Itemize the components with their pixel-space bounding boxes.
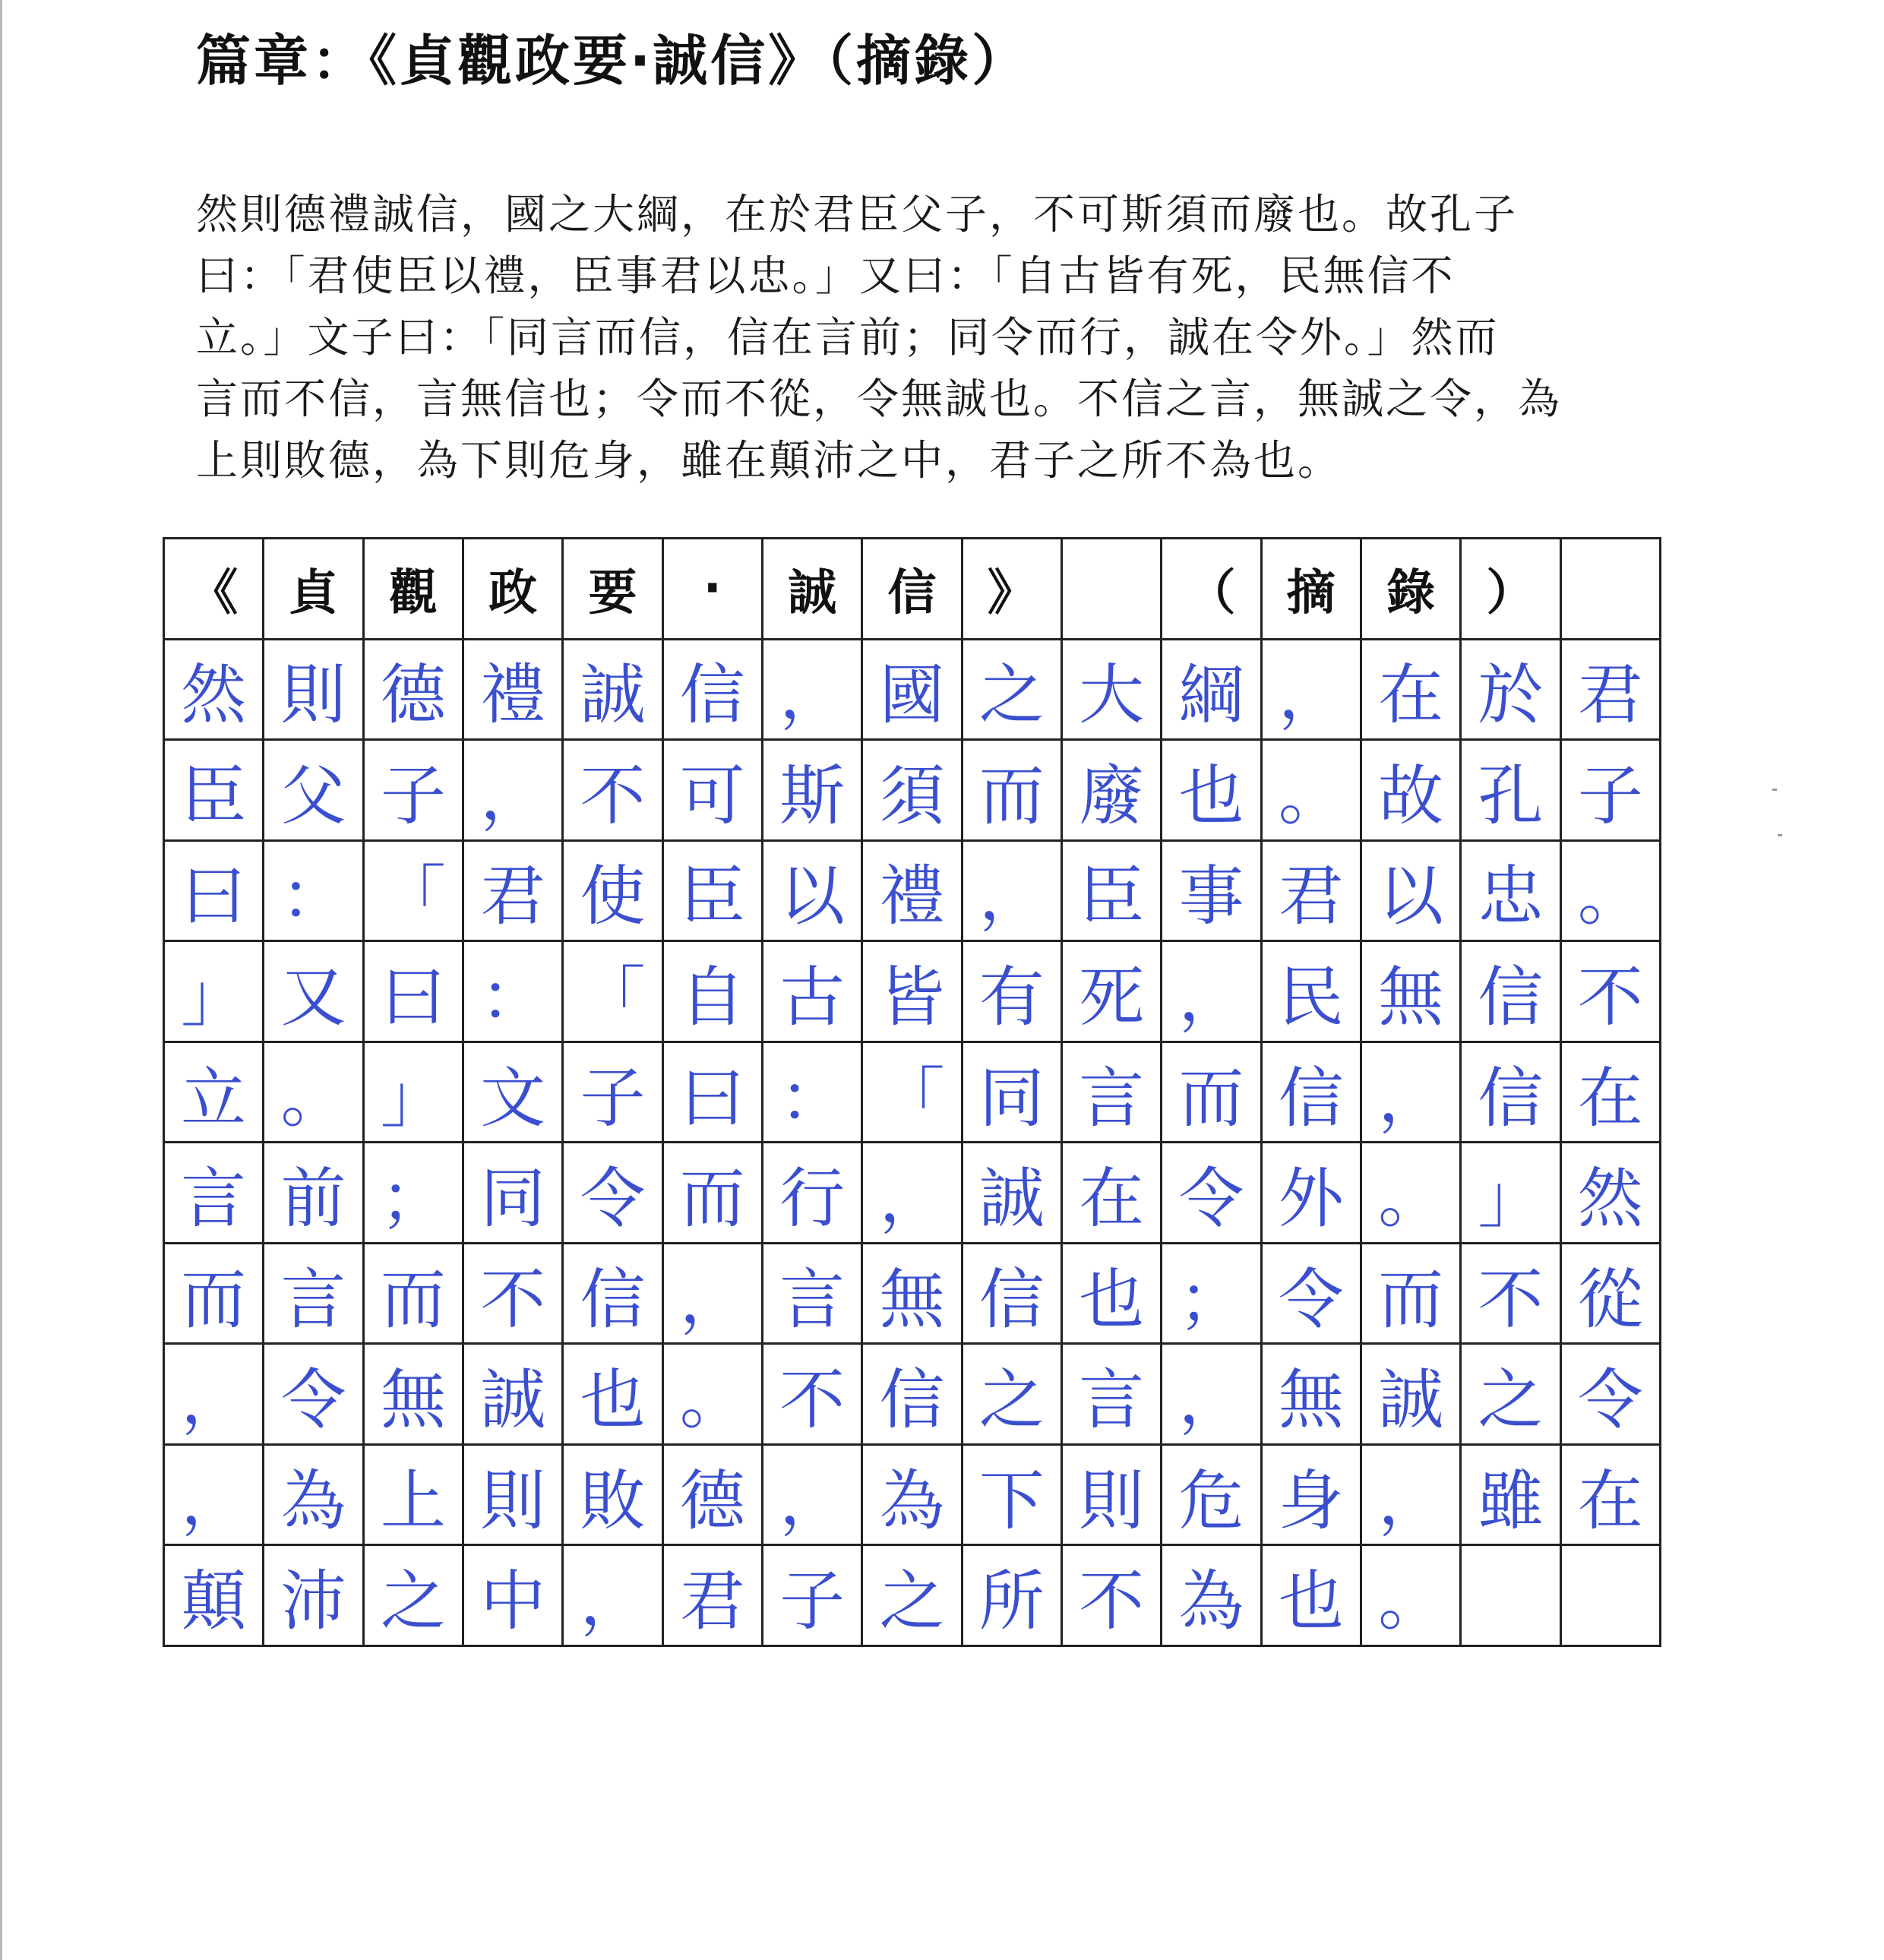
handwritten-cell: 則 <box>264 640 364 741</box>
handwritten-cell: 顛 <box>165 1546 264 1647</box>
handwritten-cell: 無 <box>365 1345 464 1446</box>
handwritten-cell: ， <box>863 1143 963 1244</box>
header-cell <box>1063 539 1162 640</box>
header-cell: 摘 <box>1263 539 1362 640</box>
handwritten-cell: 言 <box>165 1143 264 1244</box>
writing-grid <box>163 537 1661 1647</box>
handwritten-cell: 信 <box>963 1244 1063 1345</box>
handwritten-cell: 信 <box>564 1244 663 1345</box>
handwritten-cell: ， <box>763 1446 863 1547</box>
handwritten-cell: 。 <box>1362 1143 1462 1244</box>
handwritten-cell: 斯 <box>763 741 863 842</box>
handwritten-cell: 令 <box>1263 1244 1362 1345</box>
passage-line: 上則敗德，為下則危身，雖在顛沛之中，君子之所不為也。 <box>196 436 1342 485</box>
handwritten-cell: 信 <box>1462 1043 1561 1144</box>
handwritten-cell: 誠 <box>464 1345 564 1446</box>
handwritten-cell: ， <box>564 1546 663 1647</box>
handwritten-cell: 禮 <box>863 842 963 943</box>
handwritten-cell: 於 <box>1462 640 1561 741</box>
handwritten-cell: ， <box>664 1244 763 1345</box>
chapter-title: 篇章：《貞觀政要‧誠信》（摘錄） <box>196 29 1030 93</box>
handwritten-cell: 「 <box>863 1043 963 1144</box>
margin-mark <box>1778 834 1782 836</box>
handwritten-cell: 德 <box>365 640 464 741</box>
header-cell: ） <box>1462 539 1561 640</box>
handwritten-cell: 敗 <box>564 1446 663 1547</box>
handwritten-cell: 之 <box>963 1345 1063 1446</box>
handwritten-cell: 大 <box>1063 640 1162 741</box>
handwritten-cell: 為 <box>1162 1546 1262 1647</box>
handwritten-cell: 不 <box>564 741 663 842</box>
handwritten-cell: 而 <box>664 1143 763 1244</box>
handwritten-cell: 雖 <box>1462 1446 1561 1547</box>
handwritten-cell: 君 <box>464 842 564 943</box>
handwritten-cell: 前 <box>264 1143 364 1244</box>
handwritten-cell: 則 <box>464 1446 564 1547</box>
handwritten-cell: 古 <box>763 942 863 1043</box>
handwritten-cell: 然 <box>165 640 264 741</box>
handwritten-cell: 民 <box>1263 942 1362 1043</box>
handwritten-cell: 皆 <box>863 942 963 1043</box>
handwritten-cell: 廢 <box>1063 741 1162 842</box>
header-cell <box>1562 539 1661 640</box>
handwritten-cell: 而 <box>1362 1244 1462 1345</box>
handwritten-cell: 同 <box>464 1143 564 1244</box>
handwritten-cell: ， <box>1362 1043 1462 1144</box>
handwritten-cell: 也 <box>1263 1546 1362 1647</box>
handwritten-cell: 。 <box>1562 842 1661 943</box>
handwritten-cell: 不 <box>1063 1546 1162 1647</box>
handwritten-cell: 言 <box>763 1244 863 1345</box>
handwritten-cell: 之 <box>365 1546 464 1647</box>
handwritten-cell: 則 <box>1063 1446 1162 1547</box>
handwritten-cell: 不 <box>464 1244 564 1345</box>
handwritten-cell: 。 <box>664 1345 763 1446</box>
handwritten-cell: 忠 <box>1462 842 1561 943</box>
header-cell: 貞 <box>264 539 364 640</box>
passage-line: 立。」文子曰：「同言而信，信在言前；同令而行，誠在令外。」然而 <box>196 313 1500 362</box>
header-cell: 信 <box>863 539 963 640</box>
handwritten-cell: 在 <box>1562 1446 1661 1547</box>
handwritten-cell: 而 <box>365 1244 464 1345</box>
handwritten-cell: 外 <box>1263 1143 1362 1244</box>
header-cell: 觀 <box>365 539 464 640</box>
header-cell: 政 <box>464 539 564 640</box>
handwritten-cell: ； <box>1162 1244 1262 1345</box>
handwritten-cell: 臣 <box>1063 842 1162 943</box>
handwritten-cell: 曰 <box>664 1043 763 1144</box>
handwritten-cell: 從 <box>1562 1244 1661 1345</box>
handwritten-cell: ， <box>763 640 863 741</box>
handwritten-cell: 不 <box>1562 942 1661 1043</box>
handwritten-cell: 中 <box>464 1546 564 1647</box>
handwritten-cell: 不 <box>763 1345 863 1446</box>
handwritten-cell: 也 <box>564 1345 663 1446</box>
passage-line: 曰：「君使臣以禮，臣事君以忠。」又曰：「自古皆有死，民無信不 <box>196 251 1456 300</box>
handwritten-cell: 須 <box>863 741 963 842</box>
handwritten-cell <box>1462 1546 1561 1647</box>
handwritten-cell: 為 <box>863 1446 963 1547</box>
handwritten-cell: ， <box>1162 1345 1262 1446</box>
handwritten-cell: 。 <box>1362 1546 1462 1647</box>
handwritten-cell: 誠 <box>564 640 663 741</box>
handwritten-cell: 無 <box>1263 1345 1362 1446</box>
handwritten-cell: 不 <box>1462 1244 1561 1345</box>
handwritten-cell: ， <box>165 1446 264 1547</box>
handwritten-cell: 令 <box>1162 1143 1262 1244</box>
handwritten-cell: 自 <box>664 942 763 1043</box>
header-cell: 《 <box>165 539 264 640</box>
handwritten-cell: 言 <box>1063 1345 1162 1446</box>
header-cell: ‧ <box>664 539 763 640</box>
handwritten-cell: 危 <box>1162 1446 1262 1547</box>
handwritten-cell: 身 <box>1263 1446 1362 1547</box>
handwritten-cell: 信 <box>863 1345 963 1446</box>
passage-line: 然則德禮誠信，國之大綱，在於君臣父子，不可斯須而廢也。故孔子 <box>196 190 1519 239</box>
handwritten-cell: 在 <box>1063 1143 1162 1244</box>
handwritten-cell: 然 <box>1562 1143 1661 1244</box>
handwritten-cell: 曰 <box>165 842 264 943</box>
handwritten-cell: ， <box>165 1345 264 1446</box>
handwritten-cell: 以 <box>1362 842 1462 943</box>
handwritten-cell: 之 <box>1462 1345 1561 1446</box>
handwritten-cell: 「 <box>365 842 464 943</box>
handwritten-cell: 父 <box>264 741 364 842</box>
handwritten-cell: 君 <box>1562 640 1661 741</box>
handwritten-cell: 誠 <box>1362 1345 1462 1446</box>
handwritten-cell: ， <box>1362 1446 1462 1547</box>
handwritten-cell: 而 <box>165 1244 264 1345</box>
handwritten-cell: 。 <box>264 1043 364 1144</box>
handwritten-cell: 國 <box>863 640 963 741</box>
handwritten-cell: 子 <box>564 1043 663 1144</box>
handwritten-cell: 有 <box>963 942 1063 1043</box>
handwritten-cell: 君 <box>664 1546 763 1647</box>
handwritten-cell: ： <box>763 1043 863 1144</box>
handwritten-cell: 君 <box>1263 842 1362 943</box>
handwritten-cell: 「 <box>564 942 663 1043</box>
handwritten-cell: 故 <box>1362 741 1462 842</box>
handwritten-cell: ， <box>1162 942 1262 1043</box>
handwritten-cell: 子 <box>763 1546 863 1647</box>
handwritten-cell: 文 <box>464 1043 564 1144</box>
handwritten-cell: 。 <box>1263 741 1362 842</box>
handwritten-cell: 上 <box>365 1446 464 1547</box>
handwritten-cell <box>1562 1546 1661 1647</box>
handwritten-cell: 在 <box>1362 640 1462 741</box>
handwritten-cell: 子 <box>1562 741 1661 842</box>
handwritten-cell: 可 <box>664 741 763 842</box>
handwritten-cell: 綱 <box>1162 640 1262 741</box>
handwritten-cell: 同 <box>963 1043 1063 1144</box>
handwritten-cell: 在 <box>1562 1043 1661 1144</box>
handwritten-cell: 令 <box>1562 1345 1661 1446</box>
handwritten-cell: 沛 <box>264 1546 364 1647</box>
handwritten-cell: 立 <box>165 1043 264 1144</box>
passage-line: 言而不信，言無信也；令而不從，令無誠也。不信之言，無誠之令，為 <box>196 375 1563 423</box>
handwritten-cell: ： <box>464 942 564 1043</box>
handwritten-cell: 以 <box>763 842 863 943</box>
header-cell: （ <box>1162 539 1262 640</box>
handwritten-cell: 使 <box>564 842 663 943</box>
handwritten-cell: ： <box>264 842 364 943</box>
handwritten-cell: 行 <box>763 1143 863 1244</box>
handwritten-cell: 信 <box>664 640 763 741</box>
handwritten-cell: 」 <box>1462 1143 1561 1244</box>
handwritten-cell: 為 <box>264 1446 364 1547</box>
handwritten-cell: 臣 <box>664 842 763 943</box>
handwritten-cell: 禮 <box>464 640 564 741</box>
header-cell: 錄 <box>1362 539 1462 640</box>
handwritten-cell: 也 <box>1063 1244 1162 1345</box>
handwritten-cell: 無 <box>863 1244 963 1345</box>
handwritten-cell: ， <box>1263 640 1362 741</box>
handwritten-cell: 之 <box>963 640 1063 741</box>
handwritten-cell: 而 <box>963 741 1063 842</box>
handwritten-cell: 誠 <box>963 1143 1063 1244</box>
handwritten-cell: 信 <box>1263 1043 1362 1144</box>
handwritten-cell: 孔 <box>1462 741 1561 842</box>
handwritten-cell: 令 <box>564 1143 663 1244</box>
handwritten-cell: 子 <box>365 741 464 842</box>
handwritten-cell: 信 <box>1462 942 1561 1043</box>
handwritten-cell: 言 <box>264 1244 364 1345</box>
handwritten-cell: ； <box>365 1143 464 1244</box>
passage-text <box>196 184 1685 492</box>
handwritten-cell: 而 <box>1162 1043 1262 1144</box>
handwritten-cell: ， <box>464 741 564 842</box>
handwritten-cell: 死 <box>1063 942 1162 1043</box>
handwritten-cell: ， <box>963 842 1063 943</box>
handwritten-cell: 之 <box>863 1546 963 1647</box>
handwritten-cell: 又 <box>264 942 364 1043</box>
handwritten-cell: 也 <box>1162 741 1262 842</box>
handwritten-cell: 無 <box>1362 942 1462 1043</box>
handwritten-cell: 所 <box>963 1546 1063 1647</box>
header-cell: 》 <box>963 539 1063 640</box>
handwritten-cell: 言 <box>1063 1043 1162 1144</box>
handwritten-cell: 事 <box>1162 842 1262 943</box>
handwritten-cell: 德 <box>664 1446 763 1547</box>
handwritten-cell: 曰 <box>365 942 464 1043</box>
margin-mark <box>1772 789 1777 791</box>
scan-edge <box>0 0 2 1960</box>
handwritten-cell: 下 <box>963 1446 1063 1547</box>
handwritten-cell: 」 <box>165 942 264 1043</box>
handwritten-cell: 令 <box>264 1345 364 1446</box>
header-cell: 誠 <box>763 539 863 640</box>
header-cell: 要 <box>564 539 663 640</box>
handwritten-cell: 臣 <box>165 741 264 842</box>
handwritten-cell: 」 <box>365 1043 464 1144</box>
